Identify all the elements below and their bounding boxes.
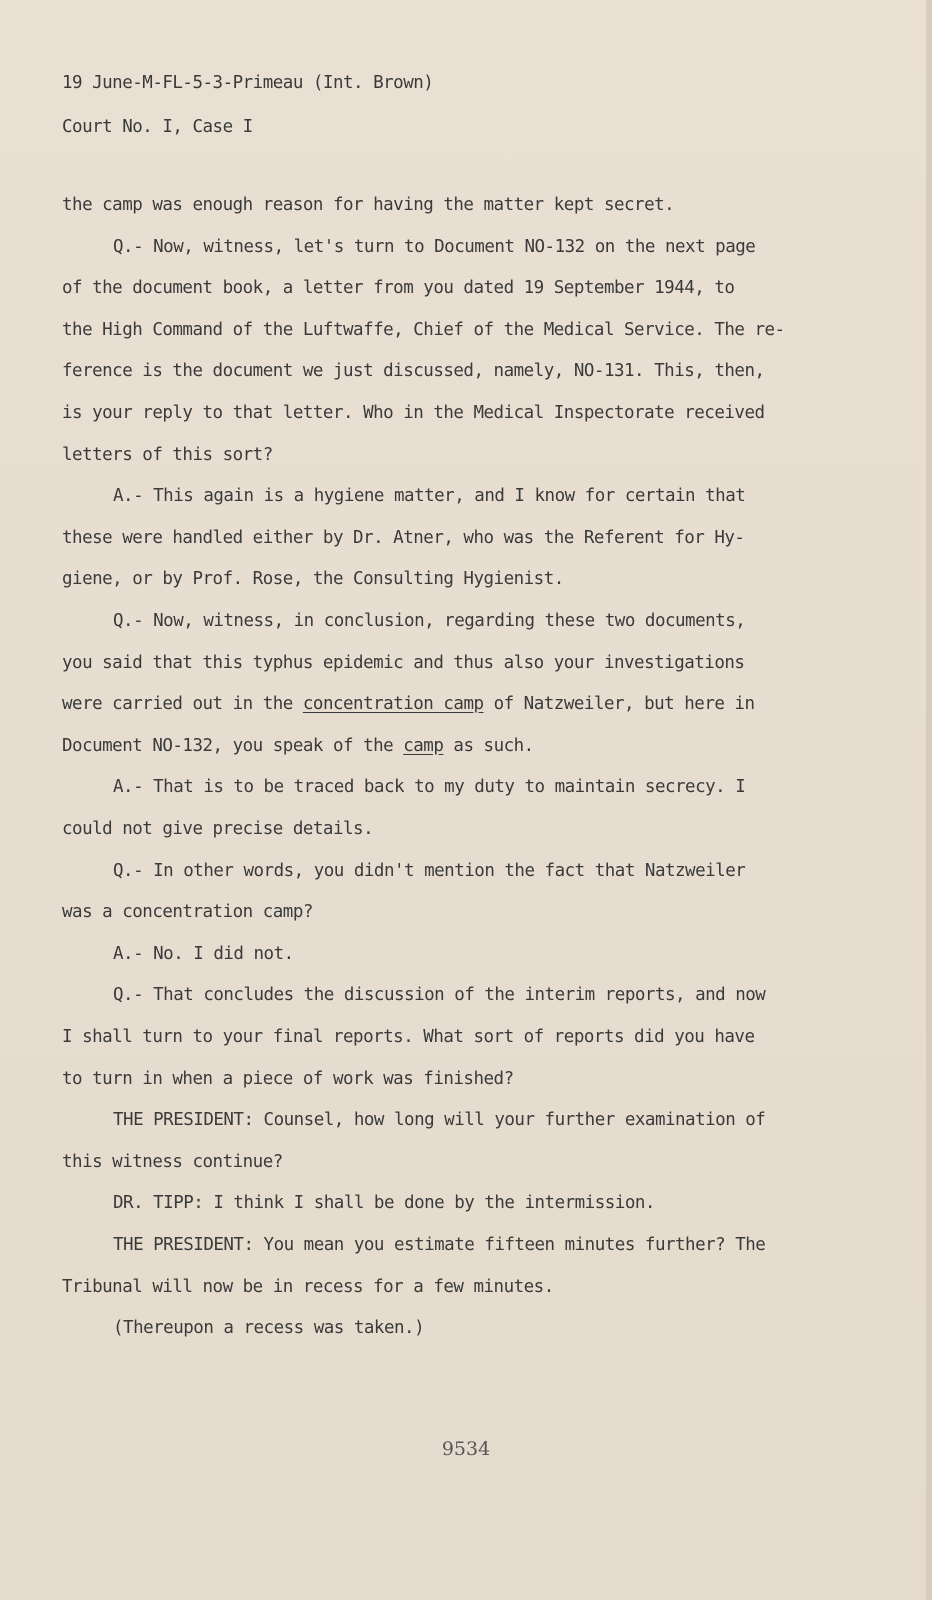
line-text: Tribunal will now be in recess for a few minutes. [62,1277,554,1297]
transcript-line [113,1110,765,1130]
transcript-line [62,528,744,548]
line-text: is your reply to that letter. Who in the Medical Inspectorate received [62,403,765,423]
transcript-line [62,1069,514,1089]
transcript-line [62,694,755,714]
line-text: was a concentration camp? [62,902,313,922]
line-text: this witness continue? [62,1152,283,1172]
transcript-line [62,736,534,756]
transcript-line [62,361,765,381]
line-text: A.- This again is a hygiene matter, and I know for certain that [113,486,746,506]
line-text: A.- That is to be traced back to my duty to maintain secrecy. I [113,777,746,797]
page-number: 9534 [441,1438,491,1460]
transcript-line [62,653,744,673]
transcript-line [113,1193,655,1213]
line-text: Q.- Now, witness, let's turn to Document NO-132 on the next page [113,237,756,257]
line-text: Q.- That concludes the discussion of the interim reports, and now [113,985,766,1005]
transcript-line [62,1277,554,1297]
transcript-line [62,1152,283,1172]
transcript-line [113,1235,765,1255]
line-text: were carried out in the [62,694,303,714]
transcript-line [62,195,674,215]
line-text: DR. TIPP: I think I shall be done by the intermission. [113,1193,655,1213]
page-edge [926,0,932,1600]
transcript-line [113,944,294,964]
transcript-line [62,902,313,922]
transcript-line [62,1027,754,1047]
line-text: Document NO-132, you speak of the [62,736,404,756]
transcript-line [62,819,373,839]
transcript-line [113,1318,424,1338]
line-text: could not give precise details. [62,819,374,839]
line-text: as such. [443,736,534,756]
line-text: (Thereupon a recess was taken.) [113,1318,425,1338]
underlined-text: camp [403,736,444,756]
underlined-text: concentration camp [302,694,484,714]
transcript-line [62,320,785,340]
transcript-line [113,985,765,1005]
line-text: giene, or by Prof. Rose, the Consulting Hygienist. [62,569,564,589]
transcript-line [62,445,273,465]
line-text: letters of this sort? [62,445,273,465]
line-text: THE PRESIDENT: You mean you estimate fifteen minutes further? The [113,1235,766,1255]
line-text: Q.- Now, witness, in conclusion, regarding these two documents, [113,611,746,631]
line-text: A.- No. I did not. [113,944,294,964]
transcript-line [113,777,745,797]
transcript-line [113,486,745,506]
transcript-line [113,611,745,631]
line-text: THE PRESIDENT: Counsel, how long will your further examination of [113,1110,766,1130]
line-text: to turn in when a piece of work was finished? [62,1069,514,1089]
line-text: I shall turn to your final reports. What sort of reports did you have [62,1027,755,1047]
line-text: of Natzweiler, but here in [483,694,755,714]
line-text: of the document book, a letter from you dated 19 September 1944, to [62,278,735,298]
line-text: these were handled either by Dr. Atner, who was the Referent for Hy- [62,528,745,548]
line-text: Q.- In other words, you didn't mention the fact that Natzweiler [113,861,746,881]
transcript-line [113,861,745,881]
line-text: the camp was enough reason for having the matter kept secret. [62,195,675,215]
transcript-line [62,403,765,423]
line-text: ference is the document we just discussed, namely, NO-131. This, then, [62,361,765,381]
header-line-1: 19 June-M-FL-5-3-Primeau (Int. Brown) [62,73,434,93]
transcript-line [113,237,755,257]
transcript-line [62,569,564,589]
header-line-2: Court No. I, Case I [62,117,253,137]
line-text: you said that this typhus epidemic and thus also your investigations [62,653,745,673]
line-text: the High Command of the Luftwaffe, Chief of the Medical Service. The re- [62,320,785,340]
transcript-line [62,278,734,298]
